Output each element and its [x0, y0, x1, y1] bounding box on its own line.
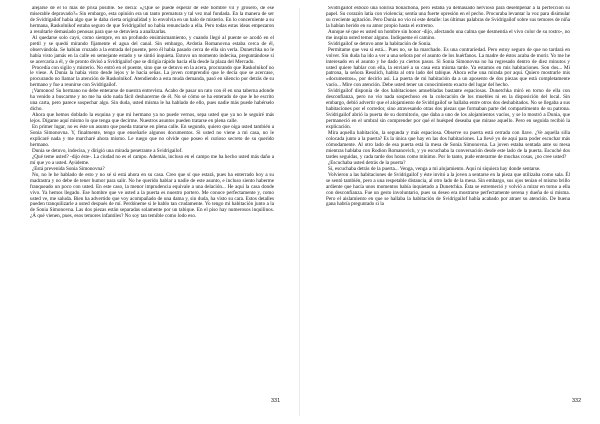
paragraph: No, no le he hablado de esto y no sé si está ahora en su casa. Creo que sí que estará, pues ha enterrado hoy a su madrastra y no debe de tener humor para salir. No he querido hablar a nadie de este asunto, e incluso siento haberme franqueado un poco con usted. En este caso, la menor imprudencia equivale a una delación... He aquí la casa donde vivo. Ya hemos llegado. Ese hombre que ve usted a la puerta es nuestro portero. Me conoce perfectamente y, como usted ve, me saluda. Bien ha advertido que voy acompañado de una dama y, sin duda, ha visto su cara. Estos detalles pueden tranquilizarle a usted después de mí. Perdóneme si le hablo tan crudamente. Yo tengo mi habitación junto a la de Sonia Simonovna. Las dos piezas están separadas solamente por un tabique. En el piso hay numerosos inquilinos. ¿Á qué vienen, pues, esos temores infantiles? No soy tan temible como lodo eso.: [30, 171, 274, 220]
paragraph: Sí, escuchaba detrás de la puerta... Venga, venga a mi alojamiento. Aquí ni siquiera hay donde sentarse.: [328, 165, 541, 172]
right-page-text: [326, 6, 570, 208]
paragraph: Volvieron a las habitaciones de Svidrigailof y éste invitó a la joven a sentarse en la pieza que utilizaba como sala. Él se sentó también, pero a una respetable distancia, al otro lado de la mesa. Sin embargo, sus ojos tenían el mismo brillo ardiente que hacía unos momentos había inquietado a Dunetchka. Ésta se estremeció y volvió a mirar en torno a ella con desconfianza. Fue un gesto involuntario, pues su deseo era mostrarse perfectamente serena y dueña de sí misma. Pero el aislamiento en que se hallaba la habitación de Svidrigailof había acabado por atraer su atención. De buena gana habría preguntado si la: [326, 171, 570, 208]
paragraph: Permítame que vea si está... Pues no, se ha marchado. Es una contrariedad. Pero estoy seguro de que no tardará en volver. Sin duda ha ido a ver a una señora por el asunto de los huérfanos. La madre de éstos acaba de morir. Yo me he interesado en el asunto y he dado ya ciertos pasos. Si Sonia Simonovna no ha regresado dentro de diez minutos y usted quiere hablar con ella, la enviaré a su casa esta misma tarde. Ya estamos en mis habitaciones. Son dos... Mi patrona, la señora Resslich, habita al otro lado del tabique. Ahora eche una mirada por aquí. Quiero mostrarle mis «documentos», por decirlo así. La puerta de mi habitación da a un aposento de dos piezas que está completamente vacío... Mire con atención. Debe usted tener un conocimiento exacto del lugar del hecho.: [326, 46, 570, 89]
paragraph: ¿Qué teme usted? -dijo éste-. La ciudad no es el campo. Además, incluso en el campo me ha hecho usted más daño a mí que yo a usted. Ayúdeme.: [30, 153, 274, 166]
paragraph: ¿Escuchaba usted detrás de la puerta?: [328, 159, 406, 166]
paragraph: Svidrigailof disponía de dos habitaciones amuebladas bastante espaciosas. Dunetchka miró en torno de ella con desconfianza, pero no vio nada sospechoso en la colocación de los muebles ni en la disposición del local. Sin embargo, debió advertir que el alojamiento de Svidrigailof se hallaba entre otros dos deshabitados. No se llegaba a sus habitaciones por el corredor, sino atravesando otras dos piezas que formaban parte del compartimento de su patrona. Svidrigailof abrió la puerta de su dormitorio, que daba a uno de los alojamientos vacíos, y se lo mostró a Dunia, que permaneció en el umbral sin comprender por qué el huésped deseaba que mirase aquello. Pero en seguida recibió la explicación.: [326, 88, 570, 131]
page-number-left: 331: [271, 398, 281, 404]
paragraph: Aunque sé que es usted un hombre sin honor -dijo, afectando una calma que desmentía el vivo color de su rostro-, no me inspira usted temor alguno. Indíqueme el camino.: [326, 28, 570, 41]
paragraph: alejarse de él lo más de prisa posible. Se decía: «¿Qué se puede esperar de este hombre vil y grosero, de ese miserable depravado?» Sin embargo, esta opinión era un tanto prematura y tal vez mal fundada. En la manera de ser de Svidrigailof había algo que le daba cierta originalidad y lo envolvía en un halo de misterio. En lo concerniente a su hermana, Raskolnikof estaba seguro de que Svidrigailof no había renunciado a ella. Pero todas estas ideas empezaron a resultarle demasiado penosas para que se detuviera a analizarlas.: [30, 6, 274, 35]
paragraph: Dunia se detuvo, indecisa, y dirigió una mirada penetrante a Svidrigailof.: [32, 147, 183, 154]
paragraph: En primer lugar, no es éste un asunto que pueda tratarse en plena calle. En segundo, quiero que oiga usted también a Sonia Simonovna. Y, finalmente, tengo que enseñarle algunos documentos. Si usted no viene a mi casa, no le explicaré nada y me marcharé ahora mismo. Le ruego que no olvide que poseo el curioso secreto de su querido hermano.: [30, 124, 274, 148]
paragraph: ¿Está prevenida Sonia Simonovna?: [32, 165, 105, 172]
right-page: [300, 0, 600, 424]
paragraph: Al quedarse solo cayó, como siempre, en un profundo ensimismamiento, y cuando llegó al puente se acodó en el pretil y se quedó mirando fijamente el agua del canal. Sin embargo, Avdotia Romanovna estaba cerca de él, observándola. Se habían cruzado a la entrada del puente, pero él había pasado cerca de ella sin verla. Dunetchka no le había visto jamás en la calle en semejante estado y se sintió inquieta. Estuvo un momento indecisa, preguntándose si se acercaría a él, y de pronto divisó a Svidrigailof que se dirigía rápido hacia ella desde la plaza del Mercado.: [30, 34, 274, 65]
paragraph: ¡Vamonos! Su hermano no debe enterarse de nuestra entrevista. Acabo de pasar un rato con él en una taberna adonde ha venido a buscarme y no me ha sido nada fácil deshacerme de él. No sé cómo se ha enterado de que le he escrito una carta, pero parece sospechar algo. Sin duda, usted misma le ha hablado de ello, pues nadie más puede habérselo dicho.: [30, 88, 274, 113]
left-page-text: [30, 6, 274, 220]
paragraph: Mira aquella habitación, la segunda y más espaciosa. Observe su puerta está cerrada con llave. ¿Ve aquella silla colocada junto a la puerta? Es la única que hay en las dos habitaciones. La llevé yo de aquí para poder escuchar más cómodamente. Al otro lado de esa puerta está la mesa de Sonia Simonovna. La joven estaba sentada ante su mesa mientras hablaba con Rodion Romanovich, y yo escuchaba la conversación desde este lado de la puerta. Escuché dos tardes seguidas, y cada tarde dos horas como mínimo. Por lo tanto, pude enterarme de muchas cosas, ¿no cree usted?: [326, 130, 570, 160]
paragraph: Ahora que hemos doblado la esquina y que mi hermano ya no puede vernos, sepa usted que ya no le seguiré más lejos. Dígame aquí mismo lo que tenga que decirme. Nuestros asuntos pueden tratarse en plena calle.: [30, 112, 274, 125]
paragraph: Svidrigailof esbozó una sonrisa bonachona, pero estaba ya demasiado nervioso para desempeñar a la perfección su papel. Su corazón latía con violencia; sentía una fuerte opresión en el pecho. Procuraba levantar la voz para disimular su creciente agitación. Pero Dunia no vio ni este detalle: las últimas palabras de Svidrigailof sobre sus temores de niña la habían herido en su amor propio hasta el extremo.: [326, 6, 570, 29]
paragraph: Svidrigailof se detuvo ante la habitación de Sonia.: [328, 40, 432, 47]
page-number-right: 332: [572, 398, 582, 404]
paragraph: Procedía con sigilo y misterio. No entró en el puente, sino que se detuvo en la acera, procurando que Raskolnikof no le viese. A Dunia la había visto desde lejos y le hacía señas. La joven comprendió que le decía que se acercase, procurando no llamar la atención de Raskolnikof. Atendiendo a esta muda demanda, pasó en silencio por detrás de su hermano y fue a reunirse con Svidrigailof.: [30, 64, 274, 89]
